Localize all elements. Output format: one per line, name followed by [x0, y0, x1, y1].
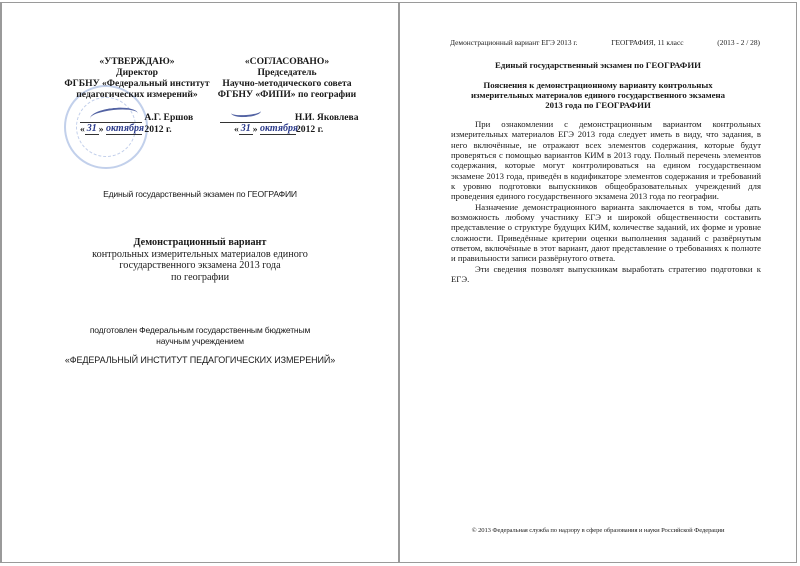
prepared-line2: научным учреждением: [156, 336, 244, 346]
approve-org-line2: педагогических измерений»: [76, 89, 198, 100]
signature-line: [80, 112, 142, 123]
prepared-line1: подготовлен Федеральным государственным бюджетным: [89, 325, 311, 335]
explanation-page: [400, 3, 796, 562]
approve-date-row: [80, 123, 172, 135]
agree-position: Председатель: [257, 67, 317, 78]
agree-org-line1: Научно-методического совета: [222, 78, 352, 89]
agree-date-year: 2012 г.: [296, 124, 324, 135]
demo-line1: контрольных измерительных материалов единого: [92, 248, 308, 260]
subtitle-line3: 2013 года по ГЕОГРАФИИ: [545, 100, 651, 111]
demo-heading: Демонстрационный вариант: [133, 237, 267, 248]
quote-open: «: [234, 124, 239, 135]
page-title: Единый государственный экзамен по ГЕОГРАФИИ: [495, 60, 701, 70]
approve-signer: А.Г. Ершов: [144, 112, 194, 123]
quote-open: «: [80, 124, 85, 135]
demo-line3: по географии: [170, 271, 230, 283]
demo-title-block: [2, 237, 398, 283]
demo-line2: государственного экзамена 2013 года: [119, 260, 281, 272]
approve-block: [62, 56, 212, 100]
institute-name: «ФЕДЕРАЛЬНЫЙ ИНСТИТУТ ПЕДАГОГИЧЕСКИХ ИЗМЕРЕНИЙ»: [64, 355, 336, 365]
agree-org-line2: ФГБНУ «ФИПИ» по географии: [217, 89, 357, 100]
subtitle-line2: измерительных материалов единого государственного экзамена: [470, 90, 726, 101]
agree-date-row: [234, 123, 323, 135]
body-text: [451, 119, 761, 285]
paragraph: При ознакомлении с демонстрационным вариантом контрольных измерительных материалов ЕГЭ 2013 года следует иметь в виду, что задания, в него включённые, не отражают всех элементов содержания, которые будут проверяться с помощью вариантов КИМ в 2013 году. Полный перечень элементов содержания, которые могут контролироваться на едином государственном экзамене 2013 года, приведён в кодификаторе элементов содержания и требований к уровню подготовки выпускников общеобразовательных учреждений для проведения единого государственного экзамена 2013 года по географии.: [451, 119, 761, 202]
approve-position: Директор: [116, 67, 158, 78]
approve-date-month: октября: [106, 123, 144, 134]
copyright-footer: © 2013 Федеральная служба по надзору в сфере образования и науки Российской Федерации: [471, 527, 725, 534]
approve-date-year: 2012 г.: [144, 124, 172, 135]
approve-title: «УТВЕРЖДАЮ»: [99, 56, 175, 67]
approve-signer-row: [80, 112, 193, 123]
agree-block: [212, 56, 362, 100]
signature-line: [220, 112, 282, 123]
approve-org-line1: ФГБНУ «Федеральный институт: [64, 78, 210, 89]
agree-signer-row: [220, 112, 359, 123]
running-header: [450, 38, 760, 47]
header-middle: ГЕОГРАФИЯ, 11 класс: [611, 38, 684, 47]
approve-date-day: 31: [86, 123, 97, 134]
page-number: (2013 - 2 / 28): [717, 38, 760, 47]
header-left: Демонстрационный вариант ЕГЭ 2013 г.: [450, 38, 578, 47]
prepared-by: [2, 325, 398, 347]
paragraph: Назначение демонстрационного варианта заключается в том, чтобы дать возможность любому участнику ЕГЭ и широкой общественности составить представление о структуре будущих КИМ, количестве заданий, их форме и уровне сложности. Приведённые критерии оценки выполнения заданий с развёрнутым ответом, включённые в этот вариант, дают представление о требованиях к полноте и правильности записи развёрнутого ответа.: [451, 201, 761, 264]
agree-date-day: 31: [240, 123, 251, 134]
quote-close: »: [252, 124, 258, 135]
title-page: [2, 3, 398, 562]
quote-close: »: [98, 124, 104, 135]
paragraph: Эти сведения позволят выпускникам выработать стратегию подготовки к ЕГЭ.: [451, 263, 761, 285]
subtitle-line1: Пояснения к демонстрационному варианту контрольных: [483, 80, 713, 90]
agree-title: «СОГЛАСОВАНО»: [244, 56, 330, 67]
agree-signer: Н.И. Яковлева: [294, 112, 359, 123]
page-subtitle: [440, 80, 756, 111]
agree-date-month: октября: [260, 123, 298, 134]
exam-title: Единый государственный экзамен по ГЕОГРАФИИ: [103, 189, 297, 199]
